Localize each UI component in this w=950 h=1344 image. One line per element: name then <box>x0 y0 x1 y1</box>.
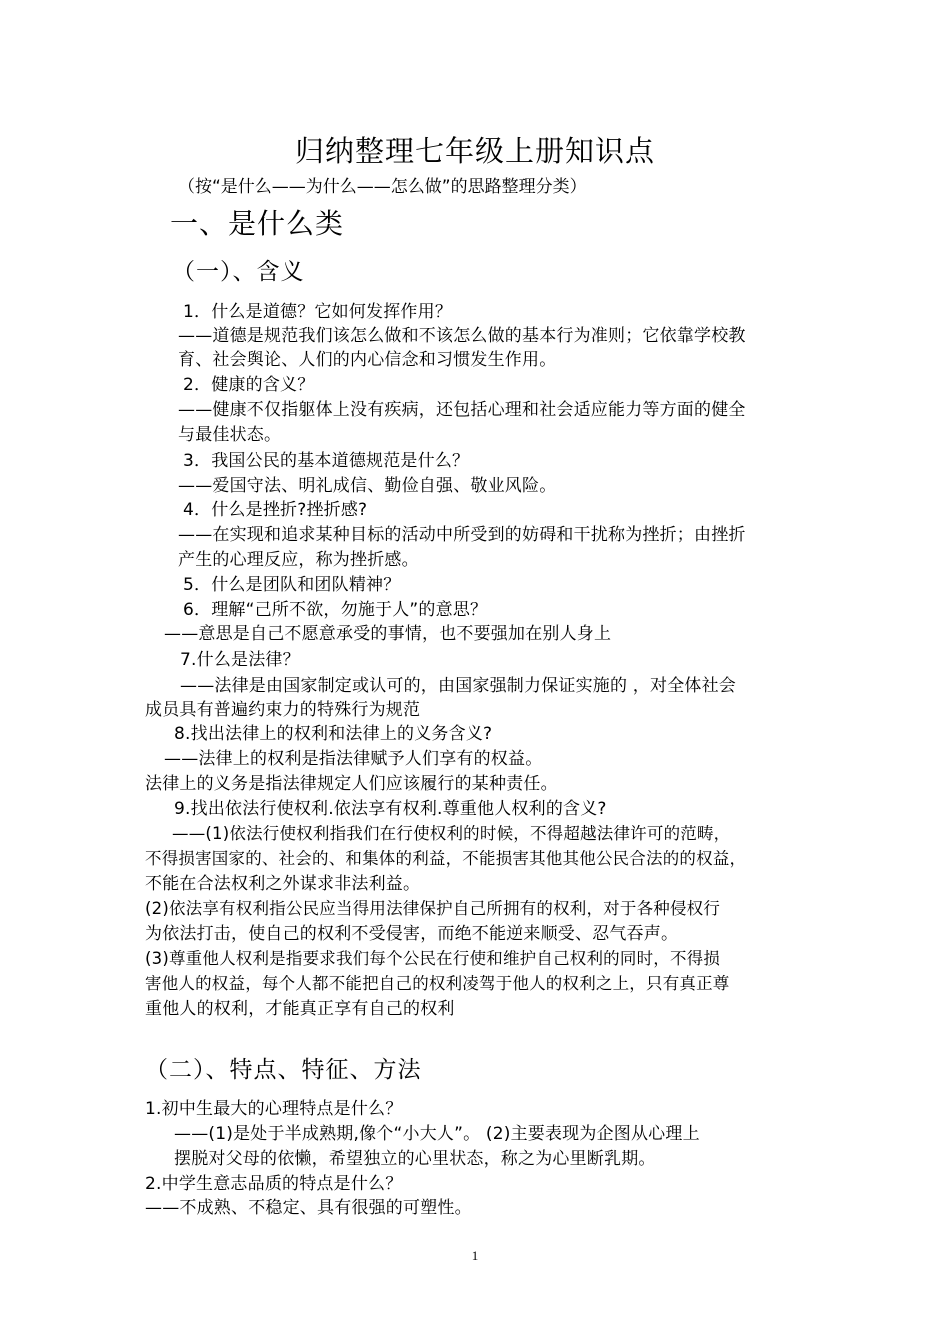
text-line: ——法律是由国家制定或认可的，由国家强制力保证实施的 ，对全体社会 <box>180 676 737 696</box>
text-line: 不能在合法权利之外谋求非法利益。 <box>145 874 421 894</box>
text-line: 与最佳状态。 <box>178 425 282 445</box>
text-line: 1．什么是道德？它如何发挥作用？ <box>183 302 453 322</box>
text-line: 不得损害国家的、社会的、和集体的利益，不能损害其他其他公民合法的的权益， <box>145 849 747 868</box>
section-heading-what: 一、是什么类 <box>170 207 345 240</box>
text-line: 1.初中生最大的心理特点是什么？ <box>145 1099 403 1119</box>
text-line: 产生的心理反应，称为挫折感。 <box>178 550 419 570</box>
text-line: 2．健康的含义？ <box>183 375 315 395</box>
page-subtitle: （按“是什么——为什么——怎么做”的思路整理分类） <box>178 177 587 197</box>
text-line: ——在实现和追求某种目标的活动中所受到的妨碍和干扰称为挫折；由挫折 <box>178 525 746 545</box>
text-line: 2.中学生意志品质的特点是什么？ <box>145 1174 403 1194</box>
text-line: 9.找出依法行使权利.依法享有权利.尊重他人权利的含义? <box>174 799 607 819</box>
text-line: 为依法打击，使自己的权利不受侵害，而绝不能逆来顺受、忍气吞声。 <box>145 924 679 944</box>
text-line: 8.找出法律上的权利和法律上的义务含义? <box>174 724 493 744</box>
text-line: 6．理解“己所不欲，勿施于人”的意思？ <box>183 600 488 620</box>
text-line: ——道德是规范我们该怎么做和不该怎么做的基本行为准则；它依靠学校教 <box>178 326 746 346</box>
page-number: 1 <box>471 1248 479 1263</box>
text-line: 4．什么是挫折?挫折感? <box>183 500 368 520</box>
text-line: 害他人的权益，每个人都不能把自己的权利凌驾于他人的权利之上，只有真正尊 <box>145 974 730 993</box>
text-line: 5．什么是团队和团队精神？ <box>183 575 401 595</box>
text-line: 7.什么是法律？ <box>180 650 300 670</box>
subsection-heading-features: （二）、特点、特征、方法 <box>145 1057 422 1083</box>
text-line: 育、社会舆论、人们的内心信念和习惯发生作用。 <box>178 350 557 370</box>
subsection-heading-meaning: （一）、含义 <box>172 259 305 285</box>
text-line: ——不成熟、不稳定、具有很强的可塑性。 <box>145 1198 472 1218</box>
text-line: ——爱国守法、明礼成信、勤俭自强、敬业风险。 <box>178 476 557 496</box>
text-line: 3．我国公民的基本道德规范是什么？ <box>183 451 470 471</box>
text-line: 摆脱对父母的依懒，希望独立的心里状态，称之为心里断乳期。 <box>174 1149 656 1169</box>
text-line: ——法律上的权利是指法律赋予人们享有的权益。 <box>164 749 543 769</box>
text-line: ——(1)是处于半成熟期,像个“小大人”。 (2)主要表现为企图从心理上 <box>174 1124 700 1144</box>
text-line: 成员具有普遍约束力的特殊行为规范 <box>145 700 421 720</box>
text-line: ——健康不仅指躯体上没有疾病，还包括心理和社会适应能力等方面的健全 <box>178 400 746 420</box>
page-title: 归纳整理七年级上册知识点 <box>294 134 655 168</box>
text-line: ——意思是自己不愿意承受的事情，也不要强加在别人身上 <box>164 624 612 644</box>
text-line: (3)尊重他人权利是指要求我们每个公民在行使和维护自己权利的同时，不得损 <box>145 949 721 968</box>
text-line: ——(1)依法行使权利指我们在行使权利的时候，不得超越法律许可的范畴， <box>172 824 731 843</box>
text-line: (2)依法享有权利指公民应当得用法律保护自己所拥有的权利，对于各种侵权行 <box>145 899 721 918</box>
text-line: 法律上的义务是指法律规定人们应该履行的某种责任。 <box>145 774 558 794</box>
text-line: 重他人的权利，才能真正享有自己的权利 <box>145 999 455 1019</box>
